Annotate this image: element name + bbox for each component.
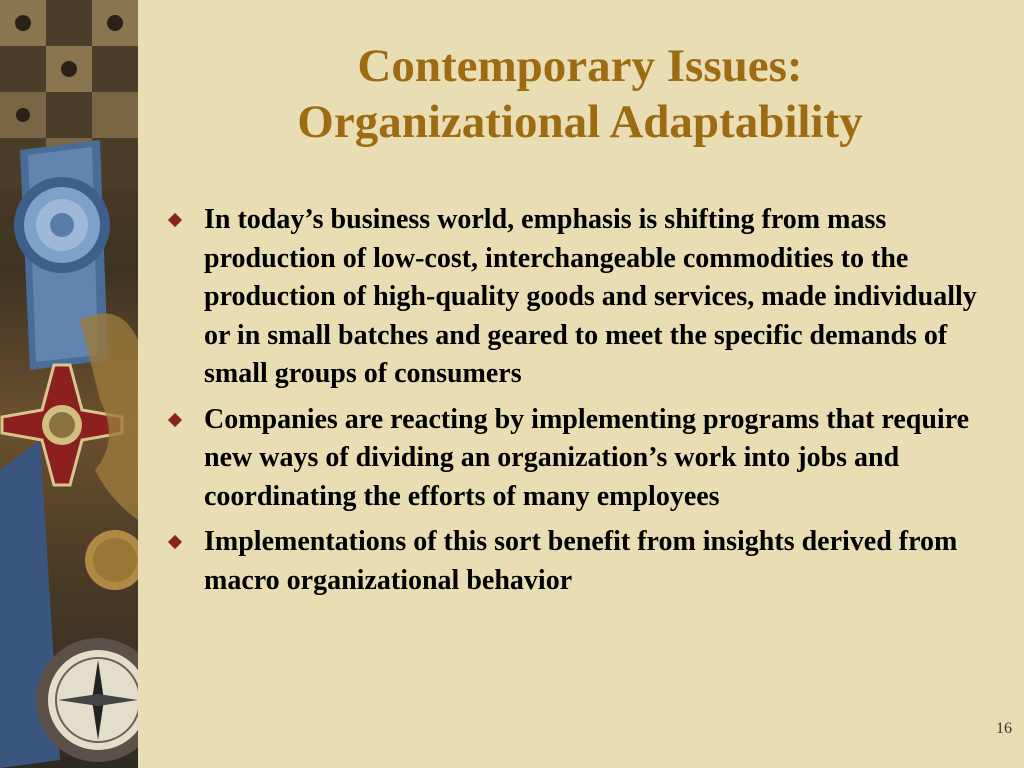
bullet-item bbox=[168, 401, 1008, 517]
bullet-list bbox=[168, 201, 1008, 607]
slide-title bbox=[150, 38, 1010, 150]
medal-and-compass-artwork bbox=[0, 0, 138, 768]
bullet-text: Companies are reacting by implementing programs that require new ways of dividing an organization’s work into jobs and coordinating the efforts of many employees bbox=[204, 403, 970, 512]
medal-illustration bbox=[0, 0, 138, 768]
bullet-text: In today’s business world, emphasis is shifting from mass production of low-cost, interchangeable commodities to the production of high-quality goods and services, made individually or in small batches and geared to meet the specific demands of small groups of consumers bbox=[204, 204, 977, 389]
diamond-bullet-icon bbox=[168, 412, 182, 426]
page-number: 16 bbox=[996, 720, 1012, 737]
diamond-bullet-icon bbox=[168, 535, 182, 549]
title-line-2: Organizational Adaptability bbox=[297, 96, 863, 148]
bullet-item bbox=[168, 201, 1008, 394]
bullet-item bbox=[168, 523, 1008, 600]
diamond-bullet-icon bbox=[168, 213, 182, 227]
bullet-text: Implementations of this sort benefit from insights derived from macro organizational behavior bbox=[204, 526, 958, 596]
title-line-1: Contemporary Issues: bbox=[357, 40, 803, 92]
